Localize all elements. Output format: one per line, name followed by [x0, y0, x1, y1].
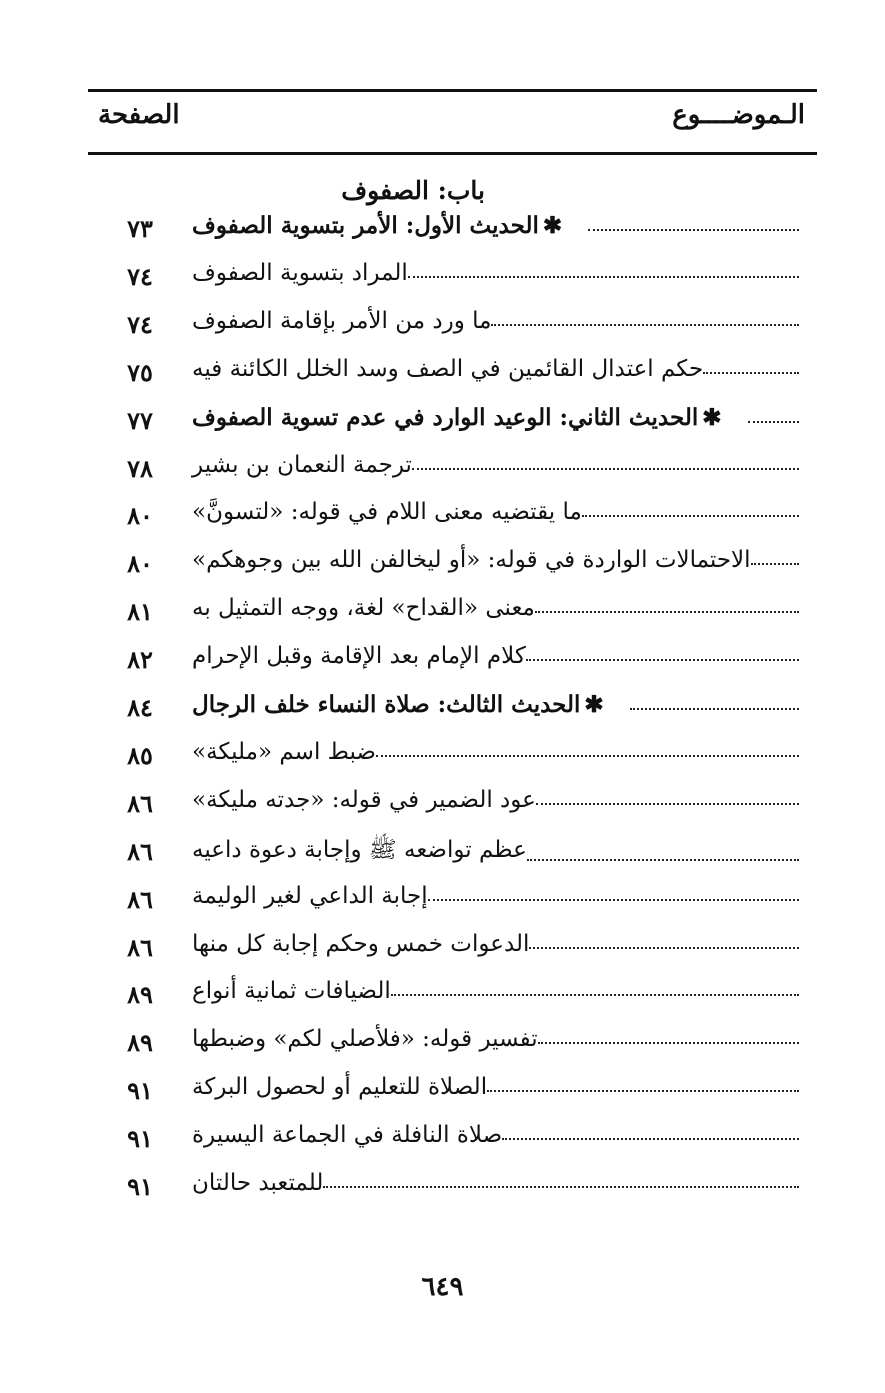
toc-entry-text: الضيافات ثمانية أنواع	[192, 978, 391, 1005]
toc-entry-label	[192, 308, 491, 334]
toc-entry-text: حكم اعتدال القائمين في الصف وسد الخلل الكائنة فيه	[192, 355, 704, 382]
toc-entry	[0, 1116, 885, 1163]
toc-entry-label	[192, 356, 703, 382]
dot-leader	[536, 802, 799, 805]
toc-entry-label	[192, 499, 582, 525]
toc-page-number: ٧٧	[127, 405, 153, 435]
toc-entry-text: عود الضمير في قوله: «جدته مليكة»	[192, 786, 536, 813]
toc-entry-label	[192, 404, 748, 431]
toc-entry-line	[192, 978, 805, 1004]
toc-entry-line	[192, 883, 805, 909]
asterisk-bullet-icon: ✱	[702, 403, 722, 431]
toc-entry-line	[192, 547, 805, 573]
toc-entry	[0, 446, 885, 493]
section-title: باب: الصفوف	[341, 176, 485, 205]
toc-page-number: ٨٤	[127, 693, 153, 722]
toc-entry-label	[192, 1122, 502, 1148]
toc-entry	[0, 1068, 885, 1115]
toc-entry-label	[192, 260, 408, 286]
toc-page-number: ٧٤	[127, 309, 153, 339]
toc-page-number: ٨٦	[127, 788, 153, 818]
toc-entry-line	[192, 643, 805, 669]
dot-leader	[491, 323, 799, 326]
toc-page-number: ٨٩	[127, 1028, 153, 1058]
toc-entry-label	[192, 691, 630, 718]
asterisk-bullet-icon: ✱	[584, 691, 604, 718]
toc-entry	[0, 254, 885, 301]
toc-entry-label	[192, 212, 588, 239]
toc-entry	[0, 541, 885, 588]
dot-leader	[748, 420, 799, 423]
dot-leader	[526, 658, 799, 661]
dot-leader	[535, 610, 799, 613]
toc-entry-text: للمتعبد حالتان	[192, 1170, 324, 1196]
toc-page-number: ٨٢	[127, 645, 153, 675]
dot-leader	[428, 898, 799, 901]
dot-leader	[588, 228, 799, 231]
toc-entry	[0, 733, 885, 780]
dot-leader	[529, 946, 799, 949]
toc-entry	[0, 781, 885, 828]
toc-entry-line	[192, 404, 805, 431]
toc-entry-label	[192, 931, 529, 957]
toc-page-number: ٨٩	[127, 980, 153, 1010]
toc-entry-line	[192, 787, 805, 813]
dot-leader	[751, 562, 799, 565]
toc-entry-text: ضبط اسم «مليكة»	[192, 738, 376, 765]
toc-page-number: ٩١	[127, 1076, 153, 1106]
toc-entry-text: ترجمة النعمان بن بشير	[192, 451, 412, 478]
toc-entry-text: معنى «القداح» لغة، ووجه التمثيل به	[192, 595, 535, 622]
dot-leader	[376, 754, 799, 757]
toc-page-number: ٨٥	[127, 740, 153, 770]
column-header-page: الصفحة	[98, 100, 180, 130]
toc-entry	[0, 637, 885, 684]
toc-entry-text: تفسير قوله: «فلأصلي لكم» وضبطها	[192, 1026, 538, 1053]
toc-entry-line	[192, 452, 805, 478]
column-header-topic: الـموضــــوع	[672, 100, 805, 130]
toc-entry-line	[192, 835, 805, 869]
toc-entry-label	[192, 452, 412, 478]
toc-entry-label	[192, 595, 535, 621]
toc-entry	[0, 302, 885, 349]
toc-entry-line	[192, 691, 805, 718]
toc-entry	[0, 925, 885, 972]
toc-entry-text: الحديث الثالث: صلاة النساء خلف الرجال	[192, 691, 581, 718]
dot-leader	[412, 467, 799, 470]
toc-entry-line	[192, 356, 805, 382]
toc-page-number: ٨٠	[127, 549, 153, 579]
toc-entry-label	[192, 1170, 323, 1196]
dot-leader	[538, 1041, 799, 1044]
toc-entry-text: الحديث الأول: الأمر بتسوية الصفوف	[192, 212, 539, 239]
dot-leader	[582, 514, 799, 517]
toc-entry-label	[192, 883, 428, 909]
dot-leader	[630, 707, 799, 710]
toc-entry	[0, 398, 885, 445]
asterisk-bullet-icon: ✱	[542, 212, 563, 239]
toc-entry-text: ما ورد من الأمر بإقامة الصفوف	[192, 307, 492, 334]
toc-entry-line	[192, 260, 805, 286]
header-bottom-rule	[88, 152, 817, 155]
dot-leader	[703, 371, 799, 374]
page-number: ٦٤٩	[421, 1272, 464, 1302]
toc-entry-label	[192, 1026, 538, 1052]
toc-entry-line	[192, 499, 805, 525]
dot-leader	[391, 993, 799, 996]
toc-entry-text: ما يقتضيه معنى اللام في قوله: «لتسونَّ»	[192, 499, 582, 526]
toc-page-number: ٨٦	[127, 932, 153, 962]
dot-leader	[502, 1137, 799, 1140]
toc-page-number: ٨١	[127, 597, 153, 627]
toc-entry-label	[192, 643, 526, 669]
toc-page-number: ٩١	[127, 1124, 153, 1154]
toc-page-number: ٧٨	[127, 453, 153, 483]
toc-entry-label	[192, 835, 527, 869]
toc-entry	[0, 972, 885, 1019]
toc-entry-text: المراد بتسوية الصفوف	[192, 259, 408, 286]
toc-entry-label	[192, 1074, 487, 1100]
toc-page-number: ٧٣	[127, 214, 153, 243]
toc-entry-line	[192, 1026, 805, 1052]
toc-entry-text: الدعوات خمس وحكم إجابة كل منها	[192, 930, 530, 957]
toc-entry	[0, 685, 885, 732]
toc-entry-label	[192, 787, 536, 813]
dot-leader	[487, 1089, 799, 1092]
toc-page-number: ٧٥	[127, 357, 153, 387]
toc-entry-text: الحديث الثاني: الوعيد الوارد في عدم تسوية الصفوف	[192, 403, 699, 431]
toc-entry	[0, 877, 885, 924]
toc-page-number: ٨٦	[127, 884, 153, 914]
toc-page-number: ٨٠	[127, 501, 153, 531]
toc-entry-line	[192, 1074, 805, 1100]
toc-page-number: ٩١	[127, 1172, 153, 1201]
dot-leader	[408, 275, 799, 278]
toc-page-number: ٧٤	[127, 261, 153, 291]
toc-page-number: ٨٦	[127, 836, 153, 866]
toc-entry-line	[192, 308, 805, 334]
toc-entry-text: عظم تواضعه ﷺ وإجابة دعوة داعيه	[192, 836, 527, 863]
toc-entry-label	[192, 739, 376, 765]
toc-entry	[0, 350, 885, 397]
toc-entry-text: صلاة النافلة في الجماعة اليسيرة	[192, 1122, 503, 1149]
toc-entry-line	[192, 1122, 805, 1148]
toc-entry-label	[192, 547, 751, 573]
toc-entry-line	[192, 595, 805, 621]
toc-entry	[0, 589, 885, 636]
dot-leader	[527, 858, 799, 861]
toc-entry-label	[192, 978, 391, 1004]
toc-entry	[0, 829, 885, 876]
toc-entry	[0, 1164, 885, 1211]
toc-entry-text: إجابة الداعي لغير الوليمة	[192, 882, 428, 909]
toc-entry-text: الاحتمالات الواردة في قوله: «أو ليخالفن الله بين وجوهكم»	[192, 547, 751, 574]
toc-entry-line	[192, 931, 805, 957]
toc-entry-text: كلام الإمام بعد الإقامة وقبل الإحرام	[192, 643, 526, 670]
toc-entry-text: الصلاة للتعليم أو لحصول البركة	[192, 1074, 488, 1101]
dot-leader	[323, 1185, 799, 1188]
header-top-rule	[88, 89, 817, 92]
toc-entry	[0, 206, 885, 253]
toc-entry	[0, 1020, 885, 1067]
toc-entry	[0, 493, 885, 540]
toc-entry-line	[192, 212, 805, 239]
toc-entry-line	[192, 1170, 805, 1196]
toc-entry-line	[192, 739, 805, 765]
